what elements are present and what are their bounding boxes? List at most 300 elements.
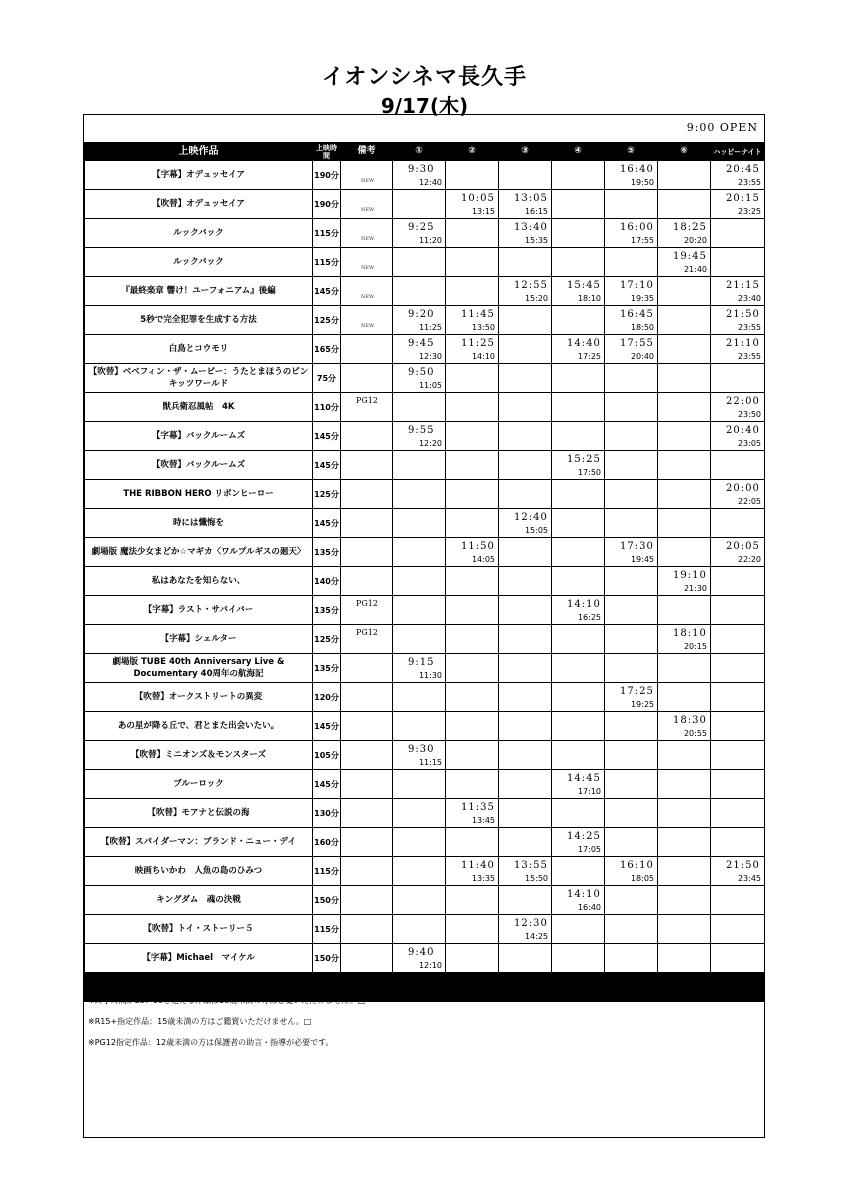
showtime-cell — [711, 190, 765, 219]
showtime-cell — [393, 538, 446, 567]
movie-title: 白鳥とコウモリ — [85, 335, 313, 364]
showtime-cell — [605, 857, 658, 886]
showtime-cell — [499, 277, 552, 306]
showtime-cell — [711, 480, 765, 509]
showtime-cell — [552, 625, 605, 654]
movie-title: 【字幕】バックルームズ — [85, 422, 313, 451]
showtime-cell — [605, 248, 658, 277]
column-header-screen-4: ④ — [552, 143, 605, 161]
showtime-cell — [552, 857, 605, 886]
showtime-cell — [393, 451, 446, 480]
movie-title: 映画ちいかわ 人魚の島のひみつ — [85, 857, 313, 886]
showtime-cell — [393, 741, 446, 770]
movie-note-cell — [341, 828, 393, 857]
showtime-cell — [552, 654, 605, 683]
schedule-row — [85, 306, 765, 335]
start-time: 20:40 — [726, 425, 760, 436]
movie-duration: 115分 — [313, 915, 341, 944]
schedule-row — [85, 799, 765, 828]
end-time: 21:30 — [683, 584, 707, 593]
showtime-cell — [552, 538, 605, 567]
schedule-row — [85, 828, 765, 857]
showtime-cell — [605, 480, 658, 509]
showtime-cell — [552, 509, 605, 538]
start-time: 20:00 — [726, 483, 760, 494]
schedule-row — [85, 915, 765, 944]
showtime-cell — [658, 712, 711, 741]
schedule-row — [85, 335, 765, 364]
showtime-cell — [605, 915, 658, 944]
movie-title: THE RIBBON HERO リボンヒーロー — [85, 480, 313, 509]
column-header-screen-5: ⑤ — [605, 143, 658, 161]
movie-title: 『最終楽章 響け！ユーフォニアム』後編 — [85, 277, 313, 306]
showtime-cell — [393, 364, 446, 393]
showtime-cell — [446, 451, 499, 480]
showtime-cell — [658, 741, 711, 770]
showtime-cell — [605, 944, 658, 973]
showtime-cell — [711, 915, 765, 944]
showtime-cell — [658, 393, 711, 422]
movie-duration: 130分 — [313, 799, 341, 828]
showtime-cell — [446, 799, 499, 828]
movie-duration: 145分 — [313, 770, 341, 799]
movie-duration: 125分 — [313, 625, 341, 654]
footnote: ※R15+指定作品：15歳未満の方はご鑑賞いただけません。□ — [88, 1017, 312, 1026]
end-time: 18:50 — [630, 323, 654, 332]
new-badge: NEW — [361, 236, 375, 242]
movie-duration: 160分 — [313, 828, 341, 857]
showtime-cell — [552, 915, 605, 944]
showtime-cell — [605, 364, 658, 393]
movie-note-cell — [341, 393, 393, 422]
showtime-cell — [393, 712, 446, 741]
showtime-cell — [393, 683, 446, 712]
movie-title: 私はあなたを知らない、 — [85, 567, 313, 596]
showtime-cell — [552, 770, 605, 799]
end-time: 18:10 — [577, 294, 601, 303]
start-time: 21:15 — [726, 280, 760, 291]
showtime-cell — [552, 799, 605, 828]
end-time: 17:25 — [577, 352, 601, 361]
start-time: 9:55 — [408, 425, 435, 436]
start-time: 18:10 — [673, 628, 707, 639]
movie-note-cell — [341, 857, 393, 886]
start-time: 15:25 — [567, 454, 601, 465]
showtime-cell — [605, 509, 658, 538]
movie-note-cell — [341, 306, 393, 335]
showtime-cell — [658, 915, 711, 944]
column-header-happy-night: ハッピーナイト — [711, 143, 765, 161]
column-header-screen-2: ② — [446, 143, 499, 161]
showtime-cell — [658, 625, 711, 654]
showtime-cell — [499, 654, 552, 683]
showtime-cell — [605, 219, 658, 248]
end-time: 20:55 — [683, 729, 707, 738]
showtime-cell — [446, 219, 499, 248]
start-time: 9:45 — [408, 338, 435, 349]
showtime-cell — [658, 799, 711, 828]
end-time: 12:40 — [418, 178, 442, 187]
end-time: 15:50 — [524, 874, 548, 883]
showtime-cell — [499, 625, 552, 654]
movie-duration: 110分 — [313, 393, 341, 422]
end-time: 20:15 — [683, 642, 707, 651]
showtime-cell — [446, 190, 499, 219]
start-time: 14:10 — [567, 889, 601, 900]
start-time: 9:40 — [408, 947, 435, 958]
showtime-cell — [499, 567, 552, 596]
showtime-cell — [446, 277, 499, 306]
showtime-cell — [499, 219, 552, 248]
showtime-cell — [393, 596, 446, 625]
showtime-cell — [711, 857, 765, 886]
movie-title: 【吹替】スパイダーマン：ブランド・ニュー・デイ — [85, 828, 313, 857]
end-time: 23:40 — [737, 294, 761, 303]
schedule-row — [85, 944, 765, 973]
showtime-cell — [446, 364, 499, 393]
movie-title: 【吹替】バックルームズ — [85, 451, 313, 480]
showtime-cell — [605, 828, 658, 857]
start-time: 9:30 — [408, 164, 435, 175]
movie-title: 【字幕】シェルター — [85, 625, 313, 654]
start-time: 20:45 — [726, 164, 760, 175]
end-time: 11:20 — [418, 236, 442, 245]
movie-note-cell — [341, 451, 393, 480]
showtime-cell — [658, 277, 711, 306]
showtime-cell — [499, 915, 552, 944]
movie-duration: 145分 — [313, 422, 341, 451]
start-time: 9:25 — [408, 222, 435, 233]
movie-note-cell — [341, 915, 393, 944]
showtime-cell — [393, 944, 446, 973]
showtime-cell — [499, 480, 552, 509]
showtime-cell — [711, 683, 765, 712]
column-header-screen-1: ① — [393, 143, 446, 161]
end-time: 11:05 — [418, 381, 442, 390]
movie-duration: 140分 — [313, 567, 341, 596]
showtime-cell — [711, 828, 765, 857]
movie-duration: 125分 — [313, 480, 341, 509]
showtime-cell — [711, 654, 765, 683]
movie-title: 劇場版 TUBE 40th Anniversary Live & Documentary 40周年の航海記 — [85, 654, 313, 683]
showtime-cell — [393, 799, 446, 828]
schedule-row — [85, 422, 765, 451]
movie-title: 5秒で完全犯罪を生成する方法 — [85, 306, 313, 335]
column-header-screen-3: ③ — [499, 143, 552, 161]
movie-note-cell — [341, 944, 393, 973]
showtime-cell — [552, 741, 605, 770]
showtime-cell — [393, 625, 446, 654]
end-time: 13:50 — [471, 323, 495, 332]
end-time: 23:55 — [737, 178, 761, 187]
showtime-cell — [393, 567, 446, 596]
movie-note-cell — [341, 248, 393, 277]
showtime-cell — [499, 393, 552, 422]
showtime-cell — [393, 248, 446, 277]
showtime-cell — [605, 306, 658, 335]
end-time: 23:45 — [737, 874, 761, 883]
movie-duration: 135分 — [313, 654, 341, 683]
showtime-cell — [711, 422, 765, 451]
start-time: 20:15 — [726, 193, 760, 204]
showtime-cell — [711, 538, 765, 567]
movie-note-cell — [341, 683, 393, 712]
showtime-cell — [499, 944, 552, 973]
start-time: 20:05 — [726, 541, 760, 552]
showtime-cell — [446, 335, 499, 364]
movie-title: あの星が降る丘で、君とまた出会いたい。 — [85, 712, 313, 741]
movie-duration: 115分 — [313, 248, 341, 277]
movie-duration: 145分 — [313, 712, 341, 741]
showtime-cell — [446, 654, 499, 683]
showtime-cell — [499, 596, 552, 625]
showtime-cell — [393, 480, 446, 509]
showtime-cell — [552, 944, 605, 973]
new-badge: NEW — [361, 178, 375, 184]
end-time: 14:05 — [471, 555, 495, 564]
schedule-row — [85, 625, 765, 654]
showtime-cell — [446, 886, 499, 915]
start-time: 12:55 — [514, 280, 548, 291]
schedule-row — [85, 596, 765, 625]
start-time: 16:00 — [620, 222, 654, 233]
footnote: ※終了時間が23：00を超える作品は18歳未満の方はご覧いただけません。□ — [88, 996, 366, 1005]
showtime-cell — [711, 364, 765, 393]
movie-duration: 145分 — [313, 451, 341, 480]
start-time: 21:50 — [726, 860, 760, 871]
movie-duration: 75分 — [313, 364, 341, 393]
showtime-cell — [605, 538, 658, 567]
movie-title: 【吹替】モアナと伝説の海 — [85, 799, 313, 828]
end-time: 17:55 — [630, 236, 654, 245]
movie-duration: 190分 — [313, 190, 341, 219]
rating-badge: PG12 — [356, 628, 378, 637]
end-time: 13:45 — [471, 816, 495, 825]
header-row — [85, 143, 765, 161]
showtime-cell — [658, 451, 711, 480]
end-time: 16:40 — [577, 903, 601, 912]
end-time: 17:05 — [577, 845, 601, 854]
movie-title: キングダム 魂の決戦 — [85, 886, 313, 915]
schedule-frame — [83, 114, 765, 1138]
column-header-title: 上映作品 — [85, 143, 313, 161]
showtime-cell — [446, 712, 499, 741]
movie-duration: 135分 — [313, 596, 341, 625]
showtime-cell — [393, 509, 446, 538]
showtime-cell — [711, 393, 765, 422]
end-time: 23:25 — [737, 207, 761, 216]
showtime-cell — [446, 596, 499, 625]
end-time: 17:10 — [577, 787, 601, 796]
end-time: 12:30 — [418, 352, 442, 361]
showtime-cell — [658, 509, 711, 538]
start-time: 16:45 — [620, 309, 654, 320]
showtime-cell — [446, 248, 499, 277]
showtime-cell — [658, 480, 711, 509]
schedule-row — [85, 857, 765, 886]
showtime-cell — [711, 335, 765, 364]
showtime-cell — [499, 190, 552, 219]
showtime-cell — [552, 393, 605, 422]
showtime-cell — [499, 538, 552, 567]
end-time: 13:15 — [471, 207, 495, 216]
showtime-cell — [552, 335, 605, 364]
movie-title: 劇場版 魔法少女まどか☆マギカ〈ワルプルギスの廻天〉 — [85, 538, 313, 567]
showtime-cell — [711, 219, 765, 248]
showtime-cell — [552, 161, 605, 190]
movie-duration: 150分 — [313, 886, 341, 915]
end-time: 15:05 — [524, 526, 548, 535]
start-time: 9:15 — [408, 657, 435, 668]
showtime-cell — [446, 538, 499, 567]
showtime-cell — [552, 596, 605, 625]
movie-title: 【吹替】トイ・ストーリー５ — [85, 915, 313, 944]
rating-badge: PG12 — [356, 599, 378, 608]
footnote: ※PG12指定作品：12歳未満の方は保護者の助言・指導が必要です。 — [88, 1038, 334, 1047]
start-time: 11:35 — [461, 802, 495, 813]
movie-duration: 115分 — [313, 857, 341, 886]
showtime-cell — [605, 625, 658, 654]
new-badge: NEW — [361, 323, 375, 329]
showtime-cell — [499, 828, 552, 857]
showtime-cell — [552, 480, 605, 509]
showtime-cell — [658, 306, 711, 335]
showtime-cell — [658, 857, 711, 886]
showtime-cell — [552, 567, 605, 596]
showtime-cell — [605, 335, 658, 364]
showtime-cell — [552, 248, 605, 277]
schedule-row — [85, 161, 765, 190]
schedule-table — [84, 142, 765, 1002]
showtime-cell — [499, 335, 552, 364]
schedule-row — [85, 277, 765, 306]
start-time: 11:40 — [461, 860, 495, 871]
schedule-row — [85, 451, 765, 480]
showtime-cell — [446, 625, 499, 654]
movie-note-cell — [341, 480, 393, 509]
showtime-cell — [499, 857, 552, 886]
end-time: 16:15 — [524, 207, 548, 216]
movie-duration: 145分 — [313, 509, 341, 538]
showtime-cell — [499, 741, 552, 770]
end-time: 23:55 — [737, 352, 761, 361]
showtime-cell — [446, 828, 499, 857]
showtime-cell — [499, 712, 552, 741]
start-time: 19:10 — [673, 570, 707, 581]
movie-title: 【字幕】ラスト・サバイバー — [85, 596, 313, 625]
movie-title: 【字幕】Michael マイケル — [85, 944, 313, 973]
showtime-cell — [446, 683, 499, 712]
schedule-row — [85, 364, 765, 393]
showtime-cell — [711, 567, 765, 596]
start-time: 22:00 — [726, 396, 760, 407]
movie-note-cell — [341, 190, 393, 219]
showtime-cell — [499, 451, 552, 480]
showtime-cell — [711, 451, 765, 480]
showtime-cell — [605, 451, 658, 480]
movie-duration: 115分 — [313, 219, 341, 248]
start-time: 13:05 — [514, 193, 548, 204]
movie-note-cell — [341, 596, 393, 625]
showtime-cell — [393, 828, 446, 857]
movie-note-cell — [341, 770, 393, 799]
showtime-cell — [711, 886, 765, 915]
showtime-cell — [658, 567, 711, 596]
showtime-cell — [393, 915, 446, 944]
showtime-cell — [446, 915, 499, 944]
showtime-cell — [711, 625, 765, 654]
schedule-row — [85, 480, 765, 509]
movie-duration: 135分 — [313, 538, 341, 567]
showtime-cell — [499, 509, 552, 538]
movie-note-cell — [341, 509, 393, 538]
start-time: 9:20 — [408, 309, 435, 320]
movie-note-cell — [341, 422, 393, 451]
schedule-date: 9/17(木) — [380, 94, 469, 118]
end-time: 19:35 — [630, 294, 654, 303]
showtime-cell — [393, 422, 446, 451]
showtime-cell — [499, 422, 552, 451]
start-time: 14:40 — [567, 338, 601, 349]
showtime-cell — [711, 770, 765, 799]
end-time: 14:10 — [471, 352, 495, 361]
column-header-duration: 上映時間 — [313, 143, 341, 161]
start-time: 12:40 — [514, 512, 548, 523]
showtime-cell — [552, 364, 605, 393]
start-time: 21:50 — [726, 309, 760, 320]
movie-duration: 120分 — [313, 683, 341, 712]
start-time: 13:40 — [514, 222, 548, 233]
start-time: 17:25 — [620, 686, 654, 697]
showtime-cell — [658, 190, 711, 219]
open-time: 9:00 OPEN — [686, 121, 758, 134]
schedule-body — [85, 161, 765, 1002]
end-time: 15:20 — [524, 294, 548, 303]
showtime-cell — [393, 857, 446, 886]
showtime-cell — [605, 567, 658, 596]
showtime-cell — [446, 857, 499, 886]
end-time: 11:15 — [418, 758, 442, 767]
end-time: 21:40 — [683, 265, 707, 274]
showtime-cell — [446, 161, 499, 190]
new-badge: NEW — [361, 207, 375, 213]
showtime-cell — [552, 712, 605, 741]
showtime-cell — [658, 248, 711, 277]
showtime-cell — [499, 364, 552, 393]
movie-duration: 150分 — [313, 944, 341, 973]
schedule-row — [85, 741, 765, 770]
showtime-cell — [658, 886, 711, 915]
showtime-cell — [499, 886, 552, 915]
start-time: 12:30 — [514, 918, 548, 929]
movie-title: 【吹替】ベベフィン・ザ・ムービー：うたとまほうのピンキッツワールド — [85, 364, 313, 393]
showtime-cell — [605, 422, 658, 451]
showtime-cell — [605, 654, 658, 683]
movie-note-cell — [341, 654, 393, 683]
showtime-cell — [552, 306, 605, 335]
showtime-cell — [446, 306, 499, 335]
end-time: 23:50 — [737, 410, 761, 419]
showtime-cell — [446, 480, 499, 509]
showtime-cell — [658, 944, 711, 973]
showtime-cell — [552, 828, 605, 857]
movie-note-cell — [341, 219, 393, 248]
schedule-row — [85, 654, 765, 683]
start-time: 11:45 — [461, 309, 495, 320]
end-time: 19:50 — [630, 178, 654, 187]
showtime-cell — [446, 770, 499, 799]
end-time: 19:45 — [630, 555, 654, 564]
